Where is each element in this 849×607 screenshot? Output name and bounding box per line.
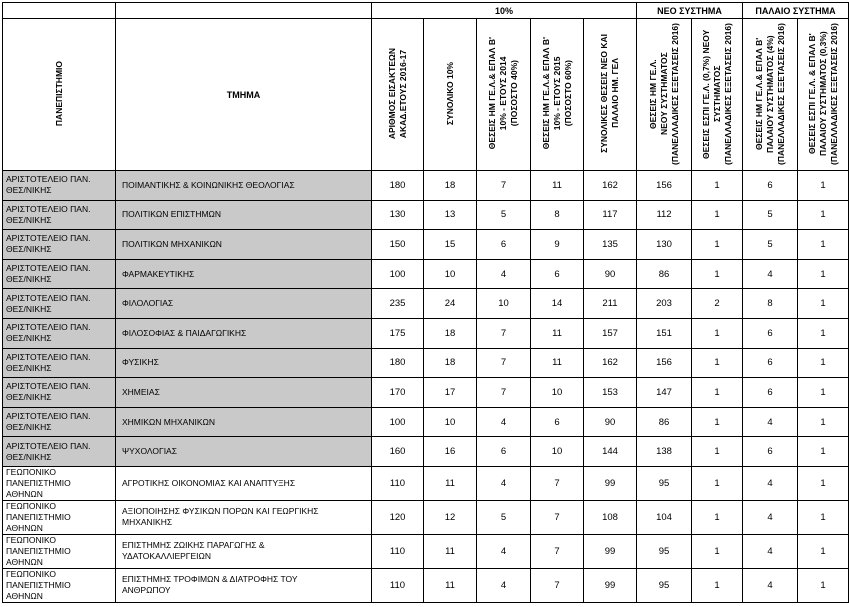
cell-new-system: 95 [637,466,692,500]
cell-new-system: 130 [637,230,692,260]
cell-total-10pct: 11 [424,466,477,500]
cell-places-2014: 4 [477,568,531,602]
cell-department: ΨΥΧΟΛΟΓΙΑΣ [116,437,372,467]
cell-new-system: 151 [637,318,692,348]
cell-total-new-old: 162 [584,171,637,201]
cell-university: ΑΡΙΣΤΟΤΕΛΕΙΟ ΠΑΝ. ΘΕΣ/ΝΙΚΗΣ [3,318,116,348]
cell-university: ΑΡΙΣΤΟΤΕΛΕΙΟ ΠΑΝ. ΘΕΣ/ΝΙΚΗΣ [3,171,116,201]
cell-total-10pct: 10 [424,407,477,437]
cell-new-espi: 1 [692,318,743,348]
cell-university: ΑΡΙΣΤΟΤΕΛΕΙΟ ΠΑΝ. ΘΕΣ/ΝΙΚΗΣ [3,259,116,289]
cell-university: ΑΡΙΣΤΟΤΕΛΕΙΟ ΠΑΝ. ΘΕΣ/ΝΙΚΗΣ [3,437,116,467]
cell-old-espi: 1 [798,348,849,378]
cell-old-espi: 1 [798,171,849,201]
table-row [3,466,849,500]
cell-department: ΦΙΛΟΛΟΓΙΑΣ [116,289,372,319]
cell-new-espi: 1 [692,407,743,437]
col-header-total-10pct: ΣΥΝΟΛΙΚΟ 10% [424,19,477,171]
cell-new-espi: 1 [692,200,743,230]
cell-admissions: 160 [372,437,424,467]
cell-department: ΑΓΡΟΤΙΚΗΣ ΟΙΚΟΝΟΜΙΑΣ ΚΑΙ ΑΝΑΠΤΥΞΗΣ [116,466,372,500]
cell-new-system: 156 [637,171,692,201]
blank-cell [3,3,116,19]
blank-cell [116,3,372,19]
cell-places-2014: 4 [477,407,531,437]
cell-places-2014: 7 [477,348,531,378]
cell-admissions: 180 [372,171,424,201]
cell-department: ΕΠΙΣΤΗΜΗΣ ΖΩΙΚΗΣ ΠΑΡΑΓΩΓΗΣ & ΥΔΑΤΟΚΑΛΛΙΕΡΓΕΙΩΝ [116,534,372,568]
cell-new-espi: 1 [692,534,743,568]
cell-places-2015: 6 [531,259,584,289]
cell-places-2014: 10 [477,289,531,319]
cell-old-system: 6 [743,171,798,201]
cell-total-new-old: 162 [584,348,637,378]
table-row [3,407,849,437]
table-row [3,171,849,201]
cell-places-2015: 10 [531,437,584,467]
cell-places-2015: 7 [531,534,584,568]
cell-old-espi: 1 [798,407,849,437]
cell-places-2014: 4 [477,466,531,500]
cell-total-10pct: 11 [424,568,477,602]
cell-admissions: 175 [372,318,424,348]
cell-places-2015: 7 [531,568,584,602]
cell-admissions: 110 [372,568,424,602]
cell-department: ΦΥΣΙΚΗΣ [116,348,372,378]
cell-total-new-old: 144 [584,437,637,467]
col-header-new-espi: ΘΕΣΕΙΣ ΕΣΠΙ ΓΕ.Λ. (0,7%) ΝΕΟΥ ΣΥΣΤΗΜΑΤΟΣ (ΠΑΝΕΛΛΑΔΙΚΕΣ ΕΞΕΤΑΣΕΙΣ 2016) [692,19,743,171]
cell-new-system: 156 [637,348,692,378]
col-header-university: ΠΑΝΕΠΙΣΤΗΜΙΟ [3,19,116,171]
cell-total-10pct: 13 [424,200,477,230]
cell-admissions: 170 [372,378,424,408]
table-row [3,318,849,348]
cell-total-new-old: 211 [584,289,637,319]
cell-places-2015: 11 [531,348,584,378]
cell-total-10pct: 17 [424,378,477,408]
cell-places-2015: 9 [531,230,584,260]
cell-total-new-old: 117 [584,200,637,230]
cell-places-2015: 11 [531,171,584,201]
cell-places-2014: 4 [477,534,531,568]
cell-old-espi: 1 [798,230,849,260]
cell-old-system: 6 [743,378,798,408]
cell-department: ΦΑΡΜΑΚΕΥΤΙΚΗΣ [116,259,372,289]
cell-new-system: 104 [637,500,692,534]
cell-old-system: 4 [743,407,798,437]
cell-old-system: 4 [743,534,798,568]
cell-department: ΠΟΛΙΤΙΚΩΝ ΕΠΙΣΤΗΜΩΝ [116,200,372,230]
cell-total-10pct: 15 [424,230,477,260]
cell-university: ΓΕΩΠΟΝΙΚΟ ΠΑΝΕΠΙΣΤΗΜΙΟ ΑΘΗΝΩΝ [3,534,116,568]
cell-admissions: 120 [372,500,424,534]
cell-total-new-old: 99 [584,466,637,500]
cell-places-2014: 6 [477,230,531,260]
cell-department: ΦΙΛΟΣΟΦΙΑΣ & ΠΑΙΔΑΓΩΓΙΚΗΣ [116,318,372,348]
cell-department: ΧΗΜΕΙΑΣ [116,378,372,408]
cell-places-2015: 10 [531,378,584,408]
admissions-table [2,2,849,603]
col-header-old-espi: ΘΕΣΕΙΣ ΕΣΠΙ ΓΕ.Λ. & ΕΠΑΛ Β' ΠΑΛΑΙΟΥ ΣΥΣΤΗΜΑΤΟΣ (0,3%) (ΠΑΝΕΛΛΑΔΙΚΕΣ ΕΞΕΤΑΣΕΙΣ 2016) [798,19,849,171]
table-row [3,289,849,319]
cell-old-system: 4 [743,568,798,602]
col-header-total-new-old: ΣΥΝΟΛΙΚΕΣ ΘΕΣΕΙΣ ΝΕΟ ΚΑΙ ΠΑΛΑΙΟ ΗΜ. ΓΕΛ [584,19,637,171]
col-header-2014: ΘΕΣΕΙΣ ΗΜ ΓΕ.Λ.& ΕΠΑΛ Β' 10% - ΕΤΟΥΣ 2014 (ΠΟΣΟΣΤΟ 40%) [477,19,531,171]
cell-admissions: 110 [372,534,424,568]
cell-new-espi: 1 [692,348,743,378]
cell-places-2015: 8 [531,200,584,230]
group-header-old-system: ΠΑΛΑΙΟ ΣΥΣΤΗΜΑ [743,3,849,19]
col-header-department: ΤΜΗΜΑ [116,19,372,171]
table-row [3,259,849,289]
cell-new-system: 95 [637,534,692,568]
cell-total-new-old: 153 [584,378,637,408]
cell-university: ΑΡΙΣΤΟΤΕΛΕΙΟ ΠΑΝ. ΘΕΣ/ΝΙΚΗΣ [3,407,116,437]
cell-old-espi: 1 [798,378,849,408]
cell-total-new-old: 99 [584,534,637,568]
cell-places-2015: 11 [531,318,584,348]
table-row [3,534,849,568]
cell-old-espi: 1 [798,318,849,348]
cell-old-espi: 1 [798,437,849,467]
cell-old-system: 6 [743,318,798,348]
cell-places-2014: 4 [477,259,531,289]
cell-total-10pct: 18 [424,171,477,201]
col-header-2015: ΘΕΣΕΙΣ ΗΜ ΓΕ.Λ.& ΕΠΑΛ Β' 10% - ΕΤΟΥΣ 2015 (ΠΟΣΟΣΤΟ 60%) [531,19,584,171]
cell-old-espi: 1 [798,534,849,568]
table-row [3,348,849,378]
group-header-new-system: ΝΕΟ ΣΥΣΤΗΜΑ [637,3,743,19]
cell-new-espi: 2 [692,289,743,319]
cell-new-espi: 1 [692,259,743,289]
cell-total-new-old: 135 [584,230,637,260]
table-row [3,500,849,534]
cell-total-new-old: 90 [584,259,637,289]
cell-university: ΑΡΙΣΤΟΤΕΛΕΙΟ ΠΑΝ. ΘΕΣ/ΝΙΚΗΣ [3,200,116,230]
cell-total-new-old: 108 [584,500,637,534]
cell-university: ΑΡΙΣΤΟΤΕΛΕΙΟ ΠΑΝ. ΘΕΣ/ΝΙΚΗΣ [3,348,116,378]
cell-total-10pct: 24 [424,289,477,319]
table-row [3,378,849,408]
cell-admissions: 235 [372,289,424,319]
cell-admissions: 100 [372,407,424,437]
cell-places-2015: 14 [531,289,584,319]
cell-new-espi: 1 [692,171,743,201]
cell-total-10pct: 12 [424,500,477,534]
cell-old-system: 5 [743,230,798,260]
cell-new-espi: 1 [692,437,743,467]
cell-new-system: 112 [637,200,692,230]
cell-old-espi: 1 [798,200,849,230]
cell-places-2014: 7 [477,318,531,348]
cell-total-10pct: 10 [424,259,477,289]
cell-old-espi: 1 [798,289,849,319]
cell-old-system: 5 [743,200,798,230]
cell-new-espi: 1 [692,378,743,408]
cell-admissions: 180 [372,348,424,378]
cell-total-10pct: 11 [424,534,477,568]
cell-total-10pct: 16 [424,437,477,467]
cell-places-2014: 5 [477,500,531,534]
cell-places-2015: 7 [531,466,584,500]
cell-new-system: 147 [637,378,692,408]
cell-old-system: 6 [743,437,798,467]
cell-old-espi: 1 [798,466,849,500]
cell-total-new-old: 157 [584,318,637,348]
cell-department: ΠΟΛΙΤΙΚΩΝ ΜΗΧΑΝΙΚΩΝ [116,230,372,260]
cell-places-2014: 5 [477,200,531,230]
table-row [3,230,849,260]
cell-places-2014: 7 [477,171,531,201]
cell-department: ΕΠΙΣΤΗΜΗΣ ΤΡΟΦΙΜΩΝ & ΔΙΑΤΡΟΦΗΣ ΤΟΥ ΑΝΘΡΩΠΟΥ [116,568,372,602]
cell-places-2015: 6 [531,407,584,437]
cell-new-espi: 1 [692,568,743,602]
cell-total-new-old: 99 [584,568,637,602]
cell-new-espi: 1 [692,500,743,534]
cell-total-new-old: 90 [584,407,637,437]
col-header-new-system: ΘΕΣΕΙΣ ΗΜ ΓΕ.Λ. ΝΕΟΥ ΣΥΣΤΗΜΑΤΟΣ (ΠΑΝΕΛΛΑΔΙΚΕΣ ΕΞΕΤΑΣΕΙΣ 2016) [637,19,692,171]
col-header-admissions: ΑΡΙΘΜΟΣ ΕΙΣΑΚΤΕΩΝ ΑΚΑΔ.ΕΤΟΥΣ 2016-17 [372,19,424,171]
cell-admissions: 100 [372,259,424,289]
cell-old-espi: 1 [798,568,849,602]
cell-admissions: 130 [372,200,424,230]
cell-new-system: 203 [637,289,692,319]
cell-new-system: 138 [637,437,692,467]
cell-places-2015: 7 [531,500,584,534]
cell-old-system: 6 [743,348,798,378]
table-row [3,437,849,467]
cell-old-system: 4 [743,466,798,500]
cell-old-system: 4 [743,259,798,289]
cell-university: ΓΕΩΠΟΝΙΚΟ ΠΑΝΕΠΙΣΤΗΜΙΟ ΑΘΗΝΩΝ [3,500,116,534]
cell-total-10pct: 18 [424,348,477,378]
column-header-row [3,19,849,171]
cell-old-espi: 1 [798,259,849,289]
cell-places-2014: 6 [477,437,531,467]
cell-old-system: 8 [743,289,798,319]
cell-admissions: 150 [372,230,424,260]
col-header-old-system: ΘΕΣΕΙΣ ΗΜ ΓΕ.Λ.& ΕΠΑΛ Β' ΠΑΛΑΙΟΥ ΣΥΣΤΗΜΑΤΟΣ (4%) (ΠΑΝΕΛΛΑΔΙΚΕΣ ΕΞΕΤΑΣΕΙΣ 2016) [743,19,798,171]
cell-admissions: 110 [372,466,424,500]
cell-department: ΑΞΙΟΠΟΙΗΣΗΣ ΦΥΣΙΚΩΝ ΠΟΡΩΝ ΚΑΙ ΓΕΩΡΓΙΚΗΣ ΜΗΧΑΝΙΚΗΣ [116,500,372,534]
group-header-10pct: 10% [372,3,637,19]
cell-university: ΓΕΩΠΟΝΙΚΟ ΠΑΝΕΠΙΣΤΗΜΙΟ ΑΘΗΝΩΝ [3,568,116,602]
cell-university: ΑΡΙΣΤΟΤΕΛΕΙΟ ΠΑΝ. ΘΕΣ/ΝΙΚΗΣ [3,230,116,260]
cell-new-espi: 1 [692,466,743,500]
cell-university: ΑΡΙΣΤΟΤΕΛΕΙΟ ΠΑΝ. ΘΕΣ/ΝΙΚΗΣ [3,378,116,408]
cell-places-2014: 7 [477,378,531,408]
cell-new-system: 86 [637,407,692,437]
cell-university: ΓΕΩΠΟΝΙΚΟ ΠΑΝΕΠΙΣΤΗΜΙΟ ΑΘΗΝΩΝ [3,466,116,500]
group-header-row [3,3,849,19]
cell-department: ΠΟΙΜΑΝΤΙΚΗΣ & ΚΟΙΝΩΝΙΚΗΣ ΘΕΟΛΟΓΙΑΣ [116,171,372,201]
cell-new-espi: 1 [692,230,743,260]
cell-university: ΑΡΙΣΤΟΤΕΛΕΙΟ ΠΑΝ. ΘΕΣ/ΝΙΚΗΣ [3,289,116,319]
cell-total-10pct: 18 [424,318,477,348]
cell-old-espi: 1 [798,500,849,534]
cell-department: ΧΗΜΙΚΩΝ ΜΗΧΑΝΙΚΩΝ [116,407,372,437]
table-row [3,568,849,602]
cell-old-system: 4 [743,500,798,534]
cell-new-system: 95 [637,568,692,602]
cell-new-system: 86 [637,259,692,289]
table-row [3,200,849,230]
